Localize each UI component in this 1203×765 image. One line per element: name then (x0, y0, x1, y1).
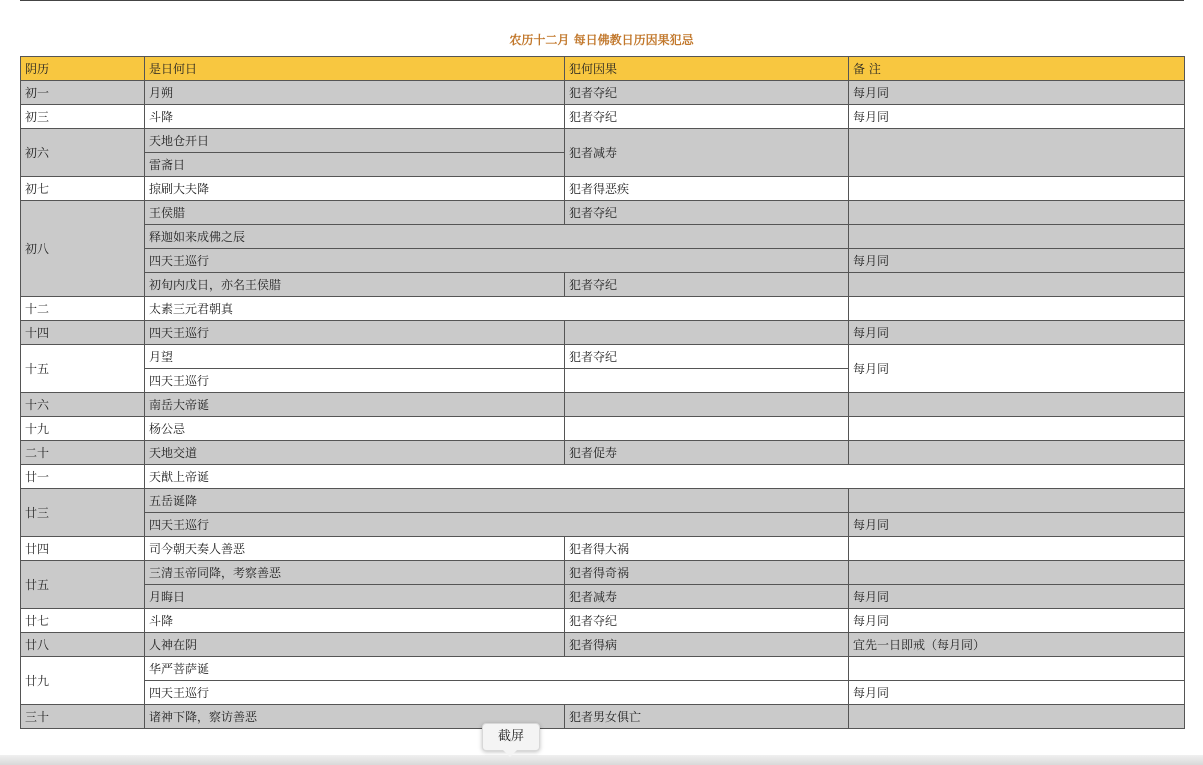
day-cell: 五岳诞降 (145, 489, 849, 513)
table-row (21, 225, 1185, 249)
result-cell: 犯者夺纪 (565, 345, 849, 369)
table-row (21, 585, 1185, 609)
day-cell: 杨公忌 (145, 417, 565, 441)
lunar-cell: 初八 (21, 201, 145, 297)
note-cell: 每月同 (849, 105, 1185, 129)
result-cell (565, 369, 849, 393)
screenshot-button[interactable]: 截屏 (482, 723, 540, 751)
result-cell: 犯者夺纪 (565, 609, 849, 633)
day-cell: 人神在阴 (145, 633, 565, 657)
day-cell: 天地仓开日 (145, 129, 565, 153)
day-cell: 诸神下降，察访善恶 (145, 705, 565, 729)
note-cell: 每月同 (849, 609, 1185, 633)
result-cell (565, 417, 849, 441)
note-cell (849, 705, 1185, 729)
result-cell: 犯者得大祸 (565, 537, 849, 561)
table-row (21, 681, 1185, 705)
lunar-cell: 十二 (21, 297, 145, 321)
bottom-shadow (0, 755, 1203, 765)
lunar-cell: 初三 (21, 105, 145, 129)
note-cell: 每月同 (849, 249, 1185, 273)
note-cell: 每月同 (849, 345, 1185, 393)
header-lunar: 阴历 (21, 57, 145, 81)
table-row (21, 489, 1185, 513)
day-cell: 斗降 (145, 609, 565, 633)
lunar-cell: 三十 (21, 705, 145, 729)
table-row (21, 273, 1185, 297)
calendar-table (20, 56, 1185, 729)
header-day: 是日何日 (145, 57, 565, 81)
note-cell: 宜先一日即戒（每月同） (849, 633, 1185, 657)
lunar-cell: 廿一 (21, 465, 145, 489)
lunar-cell: 十五 (21, 345, 145, 393)
note-cell (849, 297, 1185, 321)
header-result: 犯何因果 (565, 57, 849, 81)
day-cell: 斗降 (145, 105, 565, 129)
table-row (21, 81, 1185, 105)
table-row (21, 105, 1185, 129)
day-cell: 四天王巡行 (145, 321, 565, 345)
day-cell: 华严菩萨诞 (145, 657, 849, 681)
header-note: 备 注 (849, 57, 1185, 81)
table-row (21, 657, 1185, 681)
note-cell: 每月同 (849, 585, 1185, 609)
table-row (21, 705, 1185, 729)
lunar-cell: 二十 (21, 441, 145, 465)
table-row (21, 345, 1185, 369)
day-cell: 南岳大帝诞 (145, 393, 565, 417)
table-row (21, 537, 1185, 561)
note-cell (849, 177, 1185, 201)
lunar-cell: 廿三 (21, 489, 145, 537)
day-cell: 四天王巡行 (145, 249, 849, 273)
result-cell: 犯者夺纪 (565, 105, 849, 129)
note-cell (849, 129, 1185, 177)
table-row (21, 249, 1185, 273)
page-title: 农历十二月 每日佛教日历因果犯忌 (509, 33, 694, 47)
table-row (21, 297, 1185, 321)
lunar-cell: 廿五 (21, 561, 145, 609)
day-cell: 四天王巡行 (145, 513, 849, 537)
note-cell (849, 201, 1185, 225)
result-cell: 犯者得病 (565, 633, 849, 657)
result-cell: 犯者夺纪 (565, 201, 849, 225)
note-cell: 每月同 (849, 681, 1185, 705)
result-cell: 犯者促寿 (565, 441, 849, 465)
popup-pointer-icon (502, 749, 518, 757)
note-cell (849, 417, 1185, 441)
table-row (21, 129, 1185, 153)
lunar-cell: 十六 (21, 393, 145, 417)
day-cell: 三清玉帝同降，考察善恶 (145, 561, 565, 585)
lunar-cell: 初一 (21, 81, 145, 105)
note-cell (849, 657, 1185, 681)
table-row (21, 417, 1185, 441)
lunar-cell: 廿四 (21, 537, 145, 561)
result-cell: 犯者得奇祸 (565, 561, 849, 585)
day-cell: 初旬内戊日，亦名王侯腊 (145, 273, 565, 297)
lunar-cell: 十九 (21, 417, 145, 441)
table-row (21, 177, 1185, 201)
lunar-cell: 初七 (21, 177, 145, 201)
day-cell: 天猷上帝诞 (145, 465, 1185, 489)
lunar-cell: 十四 (21, 321, 145, 345)
note-cell: 每月同 (849, 513, 1185, 537)
day-cell: 月望 (145, 345, 565, 369)
day-cell: 四天王巡行 (145, 681, 849, 705)
result-cell: 犯者得恶疾 (565, 177, 849, 201)
lunar-cell: 廿八 (21, 633, 145, 657)
lunar-cell: 初六 (21, 129, 145, 177)
result-cell (565, 393, 849, 417)
table-row (21, 441, 1185, 465)
table-row (21, 513, 1185, 537)
table-row (21, 609, 1185, 633)
table-row (21, 561, 1185, 585)
result-cell: 犯者男女俱亡 (565, 705, 849, 729)
day-cell: 月朔 (145, 81, 565, 105)
note-cell: 每月同 (849, 81, 1185, 105)
day-cell: 太素三元君朝真 (145, 297, 849, 321)
day-cell: 天地交道 (145, 441, 565, 465)
lunar-cell: 廿七 (21, 609, 145, 633)
result-cell: 犯者减寿 (565, 585, 849, 609)
note-cell (849, 393, 1185, 417)
result-cell: 犯者减寿 (565, 129, 849, 177)
note-cell (849, 561, 1185, 585)
note-cell: 每月同 (849, 321, 1185, 345)
note-cell (849, 441, 1185, 465)
day-cell: 掠刷大夫降 (145, 177, 565, 201)
table-row (21, 393, 1185, 417)
table-row (21, 465, 1185, 489)
table-row (21, 633, 1185, 657)
result-cell: 犯者夺纪 (565, 81, 849, 105)
note-cell (849, 537, 1185, 561)
note-cell (849, 225, 1185, 249)
header-row (21, 57, 1185, 81)
day-cell: 雷斋日 (145, 153, 565, 177)
table-row (21, 321, 1185, 345)
result-cell (565, 321, 849, 345)
day-cell: 释迦如来成佛之辰 (145, 225, 849, 249)
top-divider (20, 0, 1184, 1)
note-cell (849, 273, 1185, 297)
table-row (21, 201, 1185, 225)
day-cell: 月晦日 (145, 585, 565, 609)
day-cell: 四天王巡行 (145, 369, 565, 393)
day-cell: 司今朝天奏人善恶 (145, 537, 565, 561)
result-cell: 犯者夺纪 (565, 273, 849, 297)
lunar-cell: 廿九 (21, 657, 145, 705)
note-cell (849, 489, 1185, 513)
day-cell: 王侯腊 (145, 201, 565, 225)
